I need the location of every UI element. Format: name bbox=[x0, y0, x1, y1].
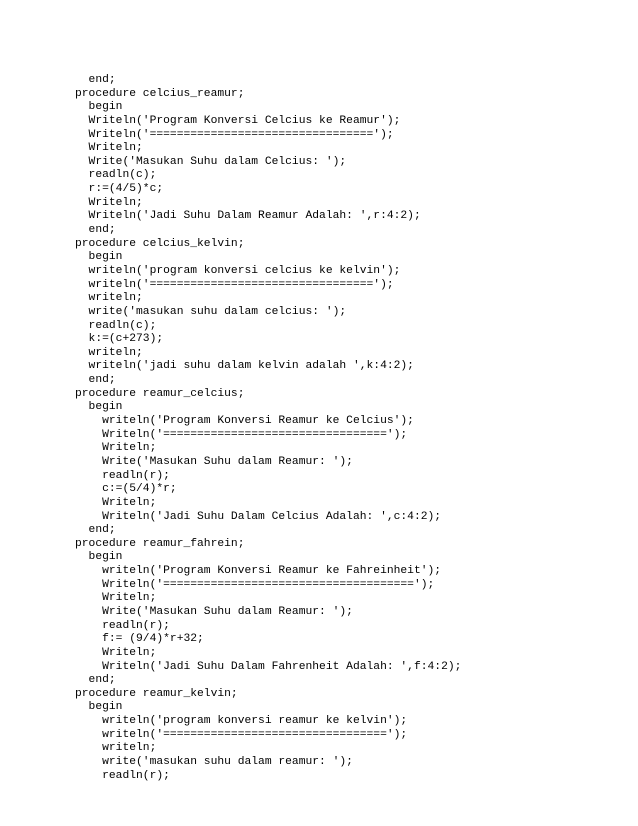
code-line: writeln('================================='); bbox=[75, 728, 408, 741]
code-line: end; bbox=[75, 224, 116, 237]
code-line: begin bbox=[75, 251, 123, 264]
code-line: begin bbox=[75, 101, 123, 114]
code-line: readln(c); bbox=[75, 319, 157, 332]
code-line: Writeln; bbox=[75, 592, 157, 605]
code-line: procedure reamur_fahrein; bbox=[75, 537, 245, 550]
code-line: Writeln('================================='); bbox=[75, 428, 408, 441]
code-line: write('masukan suhu dalam celcius: '); bbox=[75, 305, 347, 318]
code-line: k:=(c+273); bbox=[75, 333, 164, 346]
code-line: Writeln; bbox=[75, 496, 157, 509]
code-line: begin bbox=[75, 401, 123, 414]
code-line: writeln('program konversi reamur ke kelvin'); bbox=[75, 715, 408, 728]
code-line: writeln; bbox=[75, 292, 143, 305]
code-line: Writeln('Jadi Suhu Dalam Reamur Adalah: ',r:4:2); bbox=[75, 210, 421, 223]
code-line: write('masukan suhu dalam reamur: '); bbox=[75, 756, 353, 769]
code-line: readln(r); bbox=[75, 469, 170, 482]
code-line: Writeln('Jadi Suhu Dalam Fahrenheit Adalah: ',f:4:2); bbox=[75, 660, 462, 673]
code-line: readln(r); bbox=[75, 769, 170, 782]
code-line: Write('Masukan Suhu dalam Reamur: '); bbox=[75, 455, 353, 468]
code-line: begin bbox=[75, 701, 123, 714]
code-line: procedure reamur_kelvin; bbox=[75, 687, 238, 700]
code-line: writeln('program konversi celcius ke kelvin'); bbox=[75, 264, 401, 277]
code-line: end; bbox=[75, 374, 116, 387]
code-line: r:=(4/5)*c; bbox=[75, 183, 164, 196]
code-line: procedure celcius_kelvin; bbox=[75, 237, 245, 250]
code-line: Write('Masukan Suhu dalam Celcius: '); bbox=[75, 155, 347, 168]
pascal-code-listing bbox=[75, 74, 615, 783]
code-line: end; bbox=[75, 674, 116, 687]
code-line: Writeln; bbox=[75, 442, 157, 455]
code-line: Writeln('Program Konversi Celcius ke Reamur'); bbox=[75, 114, 401, 127]
code-line: writeln('Program Konversi Reamur ke Fahreinheit'); bbox=[75, 565, 442, 578]
code-line: Writeln; bbox=[75, 646, 157, 659]
code-line: f:= (9/4)*r+32; bbox=[75, 633, 204, 646]
code-line: writeln; bbox=[75, 346, 143, 359]
code-line: readln(c); bbox=[75, 169, 157, 182]
code-line: writeln; bbox=[75, 742, 157, 755]
code-line: Writeln('====================================='); bbox=[75, 578, 435, 591]
code-line: end; bbox=[75, 524, 116, 537]
code-line: end; bbox=[75, 74, 116, 86]
code-line: procedure celcius_reamur; bbox=[75, 87, 245, 100]
code-line: Writeln('Jadi Suhu Dalam Celcius Adalah: ',c:4:2); bbox=[75, 510, 442, 523]
code-line: writeln('================================='); bbox=[75, 278, 394, 291]
code-line: writeln('Program Konversi Reamur ke Celcius'); bbox=[75, 415, 414, 428]
code-line: readln(r); bbox=[75, 619, 170, 632]
code-line: Writeln('================================='); bbox=[75, 128, 394, 141]
code-line: Writeln; bbox=[75, 196, 143, 209]
code-line: c:=(5/4)*r; bbox=[75, 483, 177, 496]
code-line: writeln('jadi suhu dalam kelvin adalah ',k:4:2); bbox=[75, 360, 414, 373]
code-line: Write('Masukan Suhu dalam Reamur: '); bbox=[75, 605, 353, 618]
code-line: Writeln; bbox=[75, 142, 143, 155]
code-line: begin bbox=[75, 551, 123, 564]
code-line: procedure reamur_celcius; bbox=[75, 387, 245, 400]
